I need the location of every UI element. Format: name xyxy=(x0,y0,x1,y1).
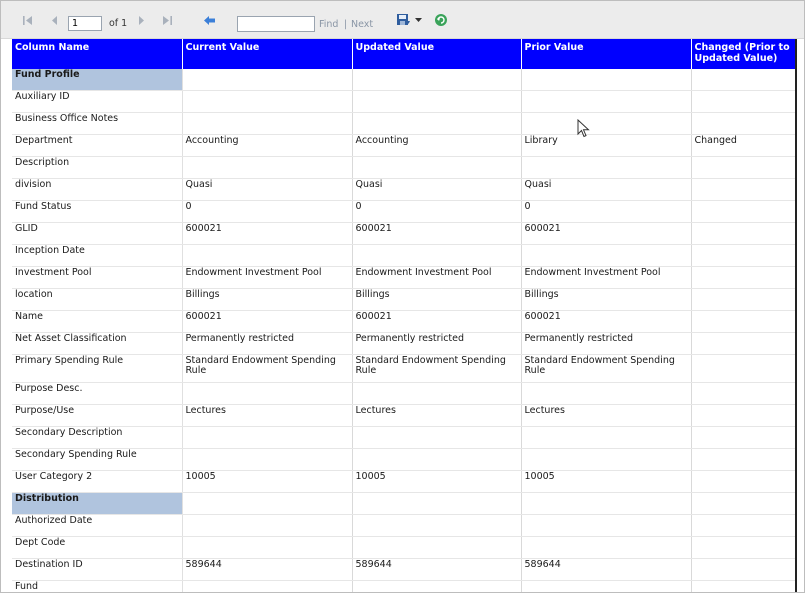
page-count-label: of 1 xyxy=(109,18,128,29)
cell-current-value: Billings xyxy=(182,289,352,311)
table-row xyxy=(12,427,795,449)
cell-column-name: Auxiliary ID xyxy=(12,91,182,113)
table-row xyxy=(12,135,795,157)
cell-prior-value: 10005 xyxy=(521,471,691,493)
back-arrow-icon[interactable] xyxy=(201,12,217,28)
table-row xyxy=(12,91,795,113)
cell-column-name: Secondary Description xyxy=(12,427,182,449)
cell-updated-value: Billings xyxy=(352,289,521,311)
last-page-icon[interactable] xyxy=(159,12,175,28)
table-row xyxy=(12,405,795,427)
cell-updated-value: Accounting xyxy=(352,135,521,157)
header-changed: Changed (Prior to Updated Value) xyxy=(691,39,795,69)
cell-prior-value xyxy=(521,493,691,515)
cell-changed xyxy=(691,113,795,135)
table-row xyxy=(12,267,795,289)
cell-column-name: Business Office Notes xyxy=(12,113,182,135)
cell-column-name: Name xyxy=(12,311,182,333)
cell-changed xyxy=(691,449,795,471)
table-row xyxy=(12,559,795,581)
table-row xyxy=(12,157,795,179)
export-save-icon[interactable] xyxy=(395,12,411,28)
cell-prior-value xyxy=(521,69,691,91)
cell-current-value: Standard Endowment Spending Rule xyxy=(182,355,352,383)
cell-updated-value xyxy=(352,113,521,135)
cell-changed xyxy=(691,245,795,267)
cell-updated-value xyxy=(352,91,521,113)
cell-changed xyxy=(691,289,795,311)
cell-prior-value: 0 xyxy=(521,201,691,223)
table-row xyxy=(12,113,795,135)
header-updated-value: Updated Value xyxy=(352,39,521,69)
cell-prior-value: Library xyxy=(521,135,691,157)
first-page-icon[interactable] xyxy=(21,12,35,28)
cell-updated-value: 600021 xyxy=(352,311,521,333)
cell-changed xyxy=(691,201,795,223)
cell-changed xyxy=(691,355,795,383)
find-input[interactable] xyxy=(237,16,315,32)
cell-column-name: Destination ID xyxy=(12,559,182,581)
cell-changed xyxy=(691,267,795,289)
cell-column-name: Description xyxy=(12,157,182,179)
section-row xyxy=(12,493,795,515)
cell-column-name: Primary Spending Rule xyxy=(12,355,182,383)
cell-updated-value xyxy=(352,157,521,179)
cell-updated-value: Permanently restricted xyxy=(352,333,521,355)
table-row xyxy=(12,311,795,333)
table-row xyxy=(12,201,795,223)
cell-updated-value: 600021 xyxy=(352,223,521,245)
cell-column-name: User Category 2 xyxy=(12,471,182,493)
cell-prior-value: 600021 xyxy=(521,311,691,333)
cell-changed xyxy=(691,493,795,515)
cell-prior-value xyxy=(521,383,691,405)
previous-page-icon[interactable] xyxy=(47,12,61,28)
scrollbar-edge[interactable] xyxy=(795,39,797,593)
cell-current-value xyxy=(182,581,352,593)
cell-changed: Changed xyxy=(691,135,795,157)
cell-prior-value xyxy=(521,449,691,471)
table-row xyxy=(12,449,795,471)
cell-changed xyxy=(691,515,795,537)
cell-updated-value xyxy=(352,581,521,593)
cell-column-name: Fund Status xyxy=(12,201,182,223)
cell-changed xyxy=(691,427,795,449)
cell-changed xyxy=(691,581,795,593)
cell-prior-value: Quasi xyxy=(521,179,691,201)
table-row xyxy=(12,581,795,593)
next-page-icon[interactable] xyxy=(135,12,149,28)
cell-current-value xyxy=(182,383,352,405)
cell-updated-value: Lectures xyxy=(352,405,521,427)
cell-changed xyxy=(691,559,795,581)
dropdown-arrow-icon[interactable] xyxy=(413,12,423,28)
table-row xyxy=(12,471,795,493)
cell-prior-value: 600021 xyxy=(521,223,691,245)
header-current-value: Current Value xyxy=(182,39,352,69)
header-column-name: Column Name xyxy=(12,39,182,69)
cell-current-value: 600021 xyxy=(182,223,352,245)
cell-column-name: Dept Code xyxy=(12,537,182,559)
table-row xyxy=(12,333,795,355)
cell-prior-value: Endowment Investment Pool xyxy=(521,267,691,289)
cell-prior-value: Permanently restricted xyxy=(521,333,691,355)
cell-current-value xyxy=(182,91,352,113)
cell-current-value xyxy=(182,449,352,471)
table-row xyxy=(12,223,795,245)
cell-changed xyxy=(691,69,795,91)
table-body xyxy=(12,69,795,593)
cell-current-value: Lectures xyxy=(182,405,352,427)
cell-column-name: Net Asset Classification xyxy=(12,333,182,355)
cell-updated-value: 10005 xyxy=(352,471,521,493)
cell-column-name: location xyxy=(12,289,182,311)
cell-prior-value xyxy=(521,113,691,135)
cell-column-name: Department xyxy=(12,135,182,157)
cell-current-value: 0 xyxy=(182,201,352,223)
cell-current-value: 10005 xyxy=(182,471,352,493)
cell-prior-value xyxy=(521,427,691,449)
cell-prior-value xyxy=(521,581,691,593)
cell-current-value xyxy=(182,157,352,179)
cell-current-value xyxy=(182,69,352,91)
table-row xyxy=(12,383,795,405)
cell-updated-value xyxy=(352,449,521,471)
section-row xyxy=(12,69,795,91)
cell-column-name: Fund xyxy=(12,581,182,593)
cell-current-value: 600021 xyxy=(182,311,352,333)
refresh-icon[interactable] xyxy=(433,12,449,28)
cell-current-value xyxy=(182,493,352,515)
cell-updated-value: Standard Endowment Spending Rule xyxy=(352,355,521,383)
table-header-row xyxy=(12,39,795,69)
cell-current-value xyxy=(182,245,352,267)
cell-changed xyxy=(691,333,795,355)
cell-updated-value xyxy=(352,383,521,405)
cell-prior-value xyxy=(521,91,691,113)
cell-updated-value xyxy=(352,69,521,91)
cell-prior-value: Standard Endowment Spending Rule xyxy=(521,355,691,383)
cell-column-name: Inception Date xyxy=(12,245,182,267)
cell-changed xyxy=(691,157,795,179)
cell-updated-value xyxy=(352,245,521,267)
cell-prior-value: Billings xyxy=(521,289,691,311)
cell-column-name: Purpose Desc. xyxy=(12,383,182,405)
toolbar-separator: | xyxy=(344,19,348,30)
table-row xyxy=(12,515,795,537)
cell-column-name: Investment Pool xyxy=(12,267,182,289)
cell-changed xyxy=(691,537,795,559)
cell-current-value: Endowment Investment Pool xyxy=(182,267,352,289)
cell-current-value xyxy=(182,515,352,537)
cell-column-name: GLID xyxy=(12,223,182,245)
cell-changed xyxy=(691,91,795,113)
cell-updated-value: Quasi xyxy=(352,179,521,201)
cell-changed xyxy=(691,405,795,427)
table-row xyxy=(12,245,795,267)
header-prior-value: Prior Value xyxy=(521,39,691,69)
cell-changed xyxy=(691,383,795,405)
table-row xyxy=(12,289,795,311)
cell-column-name: Purpose/Use xyxy=(12,405,182,427)
cell-updated-value xyxy=(352,493,521,515)
cell-prior-value: 589644 xyxy=(521,559,691,581)
page-number-input[interactable] xyxy=(68,16,102,31)
comparison-table xyxy=(12,39,796,593)
table-row xyxy=(12,537,795,559)
cell-prior-value xyxy=(521,515,691,537)
cell-updated-value xyxy=(352,427,521,449)
cell-updated-value: 0 xyxy=(352,201,521,223)
report-toolbar xyxy=(1,1,804,39)
cell-updated-value xyxy=(352,537,521,559)
cell-updated-value: 589644 xyxy=(352,559,521,581)
find-next-link[interactable]: Next xyxy=(351,19,374,30)
cell-current-value xyxy=(182,113,352,135)
table-row xyxy=(12,355,795,383)
cell-prior-value: Lectures xyxy=(521,405,691,427)
cell-changed xyxy=(691,311,795,333)
section-title: Distribution xyxy=(12,493,182,515)
cell-column-name: Authorized Date xyxy=(12,515,182,537)
cell-updated-value xyxy=(352,515,521,537)
cell-prior-value xyxy=(521,157,691,179)
cell-column-name: division xyxy=(12,179,182,201)
cell-changed xyxy=(691,223,795,245)
cell-changed xyxy=(691,179,795,201)
cell-updated-value: Endowment Investment Pool xyxy=(352,267,521,289)
cell-current-value: Accounting xyxy=(182,135,352,157)
table-row xyxy=(12,179,795,201)
mouse-cursor-icon xyxy=(577,119,590,141)
cell-prior-value xyxy=(521,537,691,559)
cell-current-value: 589644 xyxy=(182,559,352,581)
find-link[interactable]: Find xyxy=(319,19,339,30)
cell-current-value: Quasi xyxy=(182,179,352,201)
section-title: Fund Profile xyxy=(12,69,182,91)
cell-current-value: Permanently restricted xyxy=(182,333,352,355)
cell-column-name: Secondary Spending Rule xyxy=(12,449,182,471)
cell-prior-value xyxy=(521,245,691,267)
cell-changed xyxy=(691,471,795,493)
cell-current-value xyxy=(182,537,352,559)
cell-current-value xyxy=(182,427,352,449)
